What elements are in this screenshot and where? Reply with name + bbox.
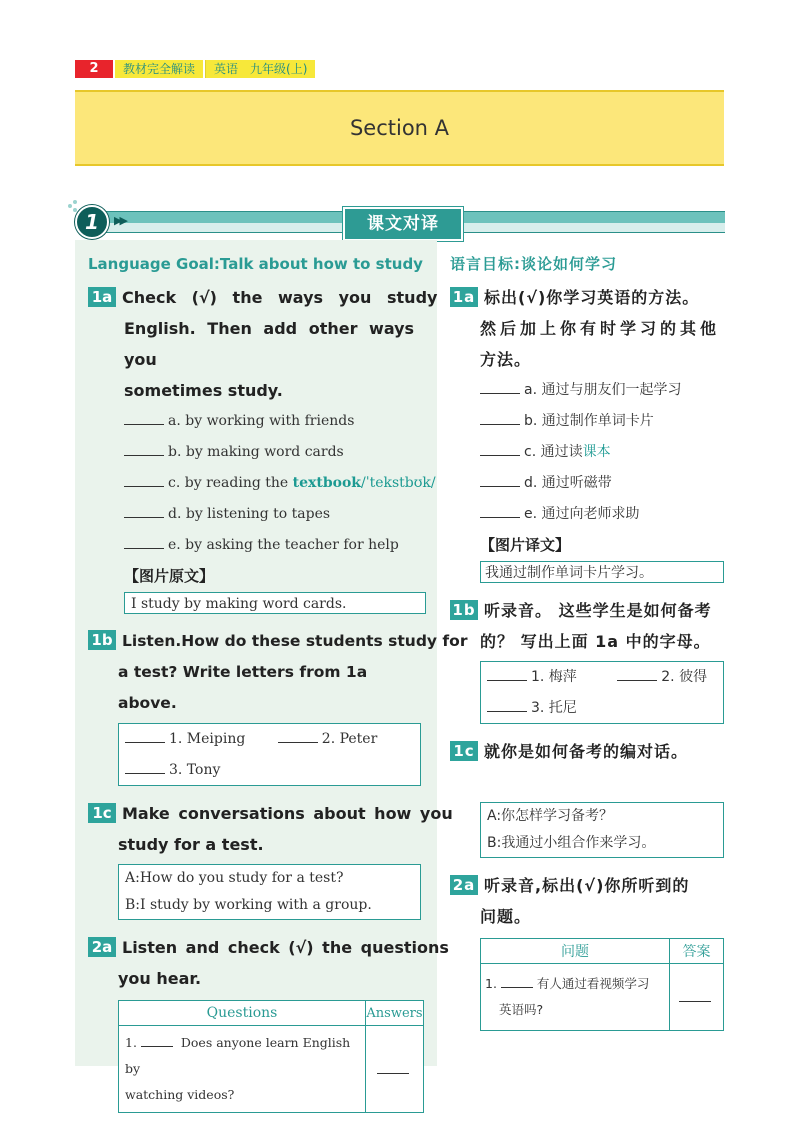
tag-2a: 2a [88, 937, 116, 957]
dialog-line: B:I study by working with a group. [125, 897, 372, 913]
option-item: d. 通过听磁带 [450, 468, 725, 499]
column-header: Questions [119, 1001, 366, 1026]
questions-table [480, 938, 724, 1031]
vocab-phonetic: /ˈtekstbʊk/ [361, 475, 436, 491]
answer-blank[interactable] [480, 412, 520, 425]
instruction-line: 问题。 [480, 907, 532, 926]
book-title: 教材完全解读 [115, 60, 203, 78]
instruction-line: Listen.How do these students study for [122, 632, 468, 650]
option-item: a. 通过与朋友们一起学习 [450, 375, 725, 406]
instruction-line: you hear. [118, 969, 202, 988]
instruction-line: 标出(√)你学习英语的方法。 [484, 288, 700, 307]
language-goal: Language Goal:Talk about how to study [88, 255, 423, 273]
dialog-box [480, 802, 724, 858]
tag-1b: 1b [450, 600, 478, 620]
answer-blank[interactable] [480, 505, 520, 518]
instruction-line: Listen and check (√) the questions [122, 938, 449, 957]
section-title: Section A [349, 116, 450, 140]
answer-blank[interactable] [124, 536, 164, 549]
instruction-line: 就你是如何备考的编对话。 [484, 742, 689, 761]
option-item: e. by asking the teacher for help [88, 530, 428, 561]
questions-table [118, 1000, 424, 1113]
column-header: 问题 [481, 939, 670, 964]
exercise-2a [88, 932, 449, 1113]
column-header: 答案 [670, 939, 724, 964]
option-item: e. 通过向老师求助 [450, 499, 725, 530]
answer-blank[interactable] [124, 412, 164, 425]
table-row: 1. 有人通过看视频学习 英语吗? [481, 964, 724, 1031]
instruction-line: study for a test. [118, 835, 264, 854]
vocab-word: textbook [292, 475, 361, 491]
answer-blank[interactable] [480, 474, 520, 487]
image-label: 【图片译文】 [480, 536, 571, 554]
answer-blank[interactable] [125, 730, 165, 743]
page-number: 2 [75, 60, 113, 78]
students-box [480, 661, 724, 724]
answer-blank[interactable] [124, 505, 164, 518]
answer-blank[interactable] [125, 761, 165, 774]
dialog-line: A:How do you study for a test? [125, 870, 344, 886]
column-header: Answers [366, 1001, 424, 1026]
tag-1b: 1b [88, 630, 116, 650]
instruction-line: 的？ 写出上面 1a 中的字母。 [480, 632, 711, 651]
option-item: b. by making word cards [88, 437, 428, 468]
instruction-line: a test? Write letters from 1a above. [118, 663, 368, 712]
student-name: 3. 托尼 [531, 700, 577, 716]
student-name: 2. Peter [321, 731, 378, 747]
tag-1c: 1c [450, 741, 478, 761]
vocab-word: 课本 [582, 444, 611, 460]
page-header [75, 60, 315, 78]
part-title: 课文对译 [343, 207, 463, 241]
student-name: 3. Tony [169, 762, 221, 778]
exercise-2a [450, 870, 725, 1031]
student-name: 1. Meiping [169, 731, 246, 747]
instruction-line: English. Then add other ways you [124, 319, 415, 369]
answer-blank[interactable] [480, 443, 520, 456]
tag-1a: 1a [450, 287, 478, 307]
answer-blank[interactable] [501, 975, 533, 988]
students-box [118, 723, 421, 786]
instruction-line: 然后加上你有时学习的其他 [480, 319, 721, 338]
answer-blank[interactable] [124, 474, 164, 487]
instruction-line: 方法。 [480, 350, 532, 369]
exercise-1c [450, 736, 725, 858]
tag-1a: 1a [88, 287, 116, 307]
language-goal: 语言目标:谈论如何学习 [450, 255, 617, 273]
instruction-line: Make conversations about how you [122, 804, 453, 823]
tag-1c: 1c [88, 803, 116, 823]
instruction-line: Check (√) the ways you study [122, 288, 438, 307]
instruction-line: 听录音,标出(√)你所听到的 [484, 876, 690, 895]
answer-blank[interactable] [278, 730, 318, 743]
option-item: c. by reading the textbook/ˈtekstbʊk/ [88, 468, 428, 499]
image-text-box: I study by making word cards. [124, 592, 426, 614]
exercise-1a [88, 282, 438, 614]
chinese-column [450, 250, 725, 1031]
exercise-1a [450, 282, 725, 583]
student-name: 1. 梅萍 [531, 669, 577, 685]
image-text-box: 我通过制作单词卡片学习。 [480, 561, 724, 583]
answer-blank[interactable] [679, 989, 711, 1002]
instruction-line: 听录音。 这些学生是如何备考 [484, 601, 712, 620]
answer-blank[interactable] [487, 668, 527, 681]
answer-blank[interactable] [141, 1034, 173, 1047]
double-arrow-icon: ▶▶ [114, 214, 125, 227]
dialog-line: B:我通过小组合作来学习。 [487, 835, 656, 851]
option-item: d. by listening to tapes [88, 499, 428, 530]
answer-blank[interactable] [480, 381, 520, 394]
exercise-1b [450, 595, 725, 724]
option-item: b. 通过制作单词卡片 [450, 406, 725, 437]
answer-blank[interactable] [617, 668, 657, 681]
option-item: c. 通过读课本 [450, 437, 725, 468]
table-row: 1. Does anyone learn English by watching videos? [119, 1026, 424, 1113]
option-item: a. by working with friends [88, 406, 428, 437]
exercise-1c [88, 798, 453, 920]
english-column [88, 250, 468, 1113]
image-label: 【图片原文】 [124, 567, 215, 585]
section-banner [75, 90, 724, 166]
answer-blank[interactable] [377, 1061, 409, 1074]
instruction-line: sometimes study. [124, 381, 283, 400]
subject-label: 英语 九年级(上) [205, 60, 315, 78]
dialog-line: A:你怎样学习备考？ [487, 808, 614, 824]
answer-blank[interactable] [487, 699, 527, 712]
dialog-box [118, 864, 421, 920]
answer-blank[interactable] [124, 443, 164, 456]
student-name: 2. 彼得 [661, 669, 708, 685]
part-number: 1 [75, 205, 109, 239]
tag-2a: 2a [450, 875, 478, 895]
